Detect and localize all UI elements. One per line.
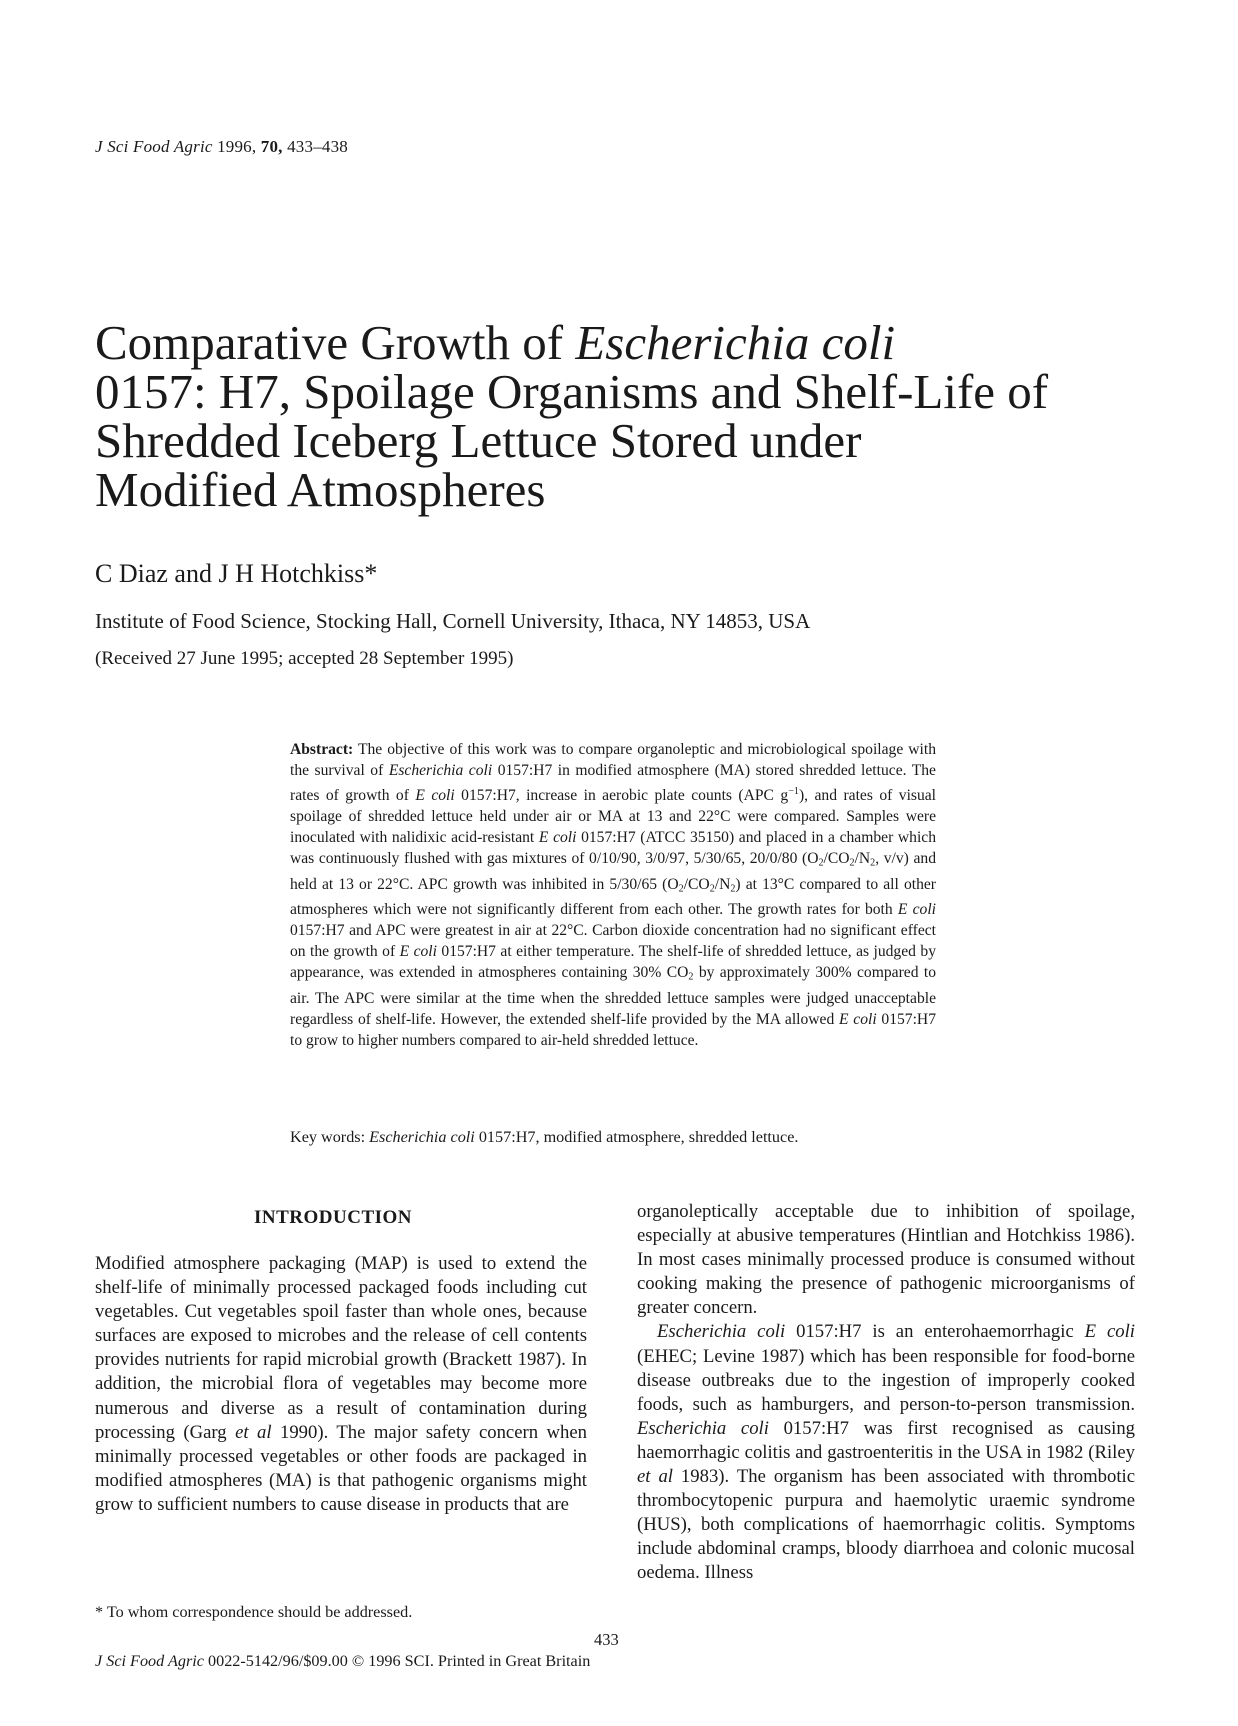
- paragraph: organoleptically acceptable due to inhibition of spoilage, especially at abusive temperatures (Hintlian and Hotchkiss 1986). In most cases minimally processed produce is consumed without cooking making the presence of pathogenic microorganisms of greater concern.: [637, 1201, 1135, 1319]
- section-heading-introduction: INTRODUCTION: [254, 1207, 413, 1228]
- running-head: [95, 137, 348, 157]
- running-head-pages: 433–438: [287, 137, 348, 156]
- title-line-3: Shredded Iceberg Lettuce Stored under: [95, 413, 862, 468]
- title-line-2: 0157: H7, Spoilage Organisms and Shelf-Life of: [95, 364, 1049, 419]
- page-footer: J Sci Food Agric 0022-5142/96/$09.00 © 1996 SCI. Printed in Great Britain: [95, 1652, 591, 1670]
- authors: C Diaz and J H Hotchkiss*: [95, 559, 378, 588]
- running-head-year: 1996,: [217, 137, 257, 156]
- page-number: 433: [594, 1630, 619, 1649]
- footnote: * To whom correspondence should be addressed.: [95, 1603, 413, 1621]
- affiliation: Institute of Food Science, Stocking Hall, Cornell University, Ithaca, NY 14853, USA: [95, 609, 811, 633]
- article-title: [95, 315, 1155, 517]
- running-head-volume: 70,: [260, 137, 283, 156]
- title-line-4: Modified Atmospheres: [95, 462, 546, 517]
- left-column-text: [95, 1252, 587, 1517]
- received-dates: (Received 27 June 1995; accepted 28 September 1995): [95, 648, 514, 669]
- abstract: Abstract: The objective of this work was to compare organoleptic and microbiological spoilage with the survival of Escherichia coli 0157:H7 in modified atmosphere (MA) stored shredded lettuce. The rates of growth of E coli 0157:H7, increase in aerobic plate counts (APC $g^{-1}$), and rates of visual spoilage of shredded lettuce held under air or MA at 13 and 22°C were compared. Samples were inoculated with nalidixic acid-resistant E coli 0157:H7 (ATCC 35150) and placed in a chamber which was continuously flushed with gas mixtures of 0/10/90, 3/0/97, 5/30/65, 20/0/80 ($O_2/CO_2/N_2$, v/v) and held at 13 or 22°C. APC growth was inhibited in 5/30/65 $(O_2/CO_2/N_2)$ at 13°C compared to all other atmospheres which were not significantly different from each other. The growth rates for both E coli 0157:H7 and APC were greatest in air at 22°C. Carbon dioxide concentration had no significant effect on the growth of E coli 0157:H7 at either temperature. The shelf-life of shredded lettuce, as judged by appearance, was extended in atmospheres containing 30% $CO_2$ by approximately 300% compared to air. The APC were similar at the time when the shredded lettuce samples were judged unacceptable regardless of shelf-life. However, the extended shelf-life provided by the MA allowed E coli 0157:H7 to grow to higher numbers compared to air-held shredded lettuce.: [290, 741, 937, 1049]
- right-column-text: [637, 1200, 1135, 1586]
- running-head-journal: J Sci Food Agric: [95, 137, 213, 156]
- title-line-1: Comparative Growth of Escherichia coli: [95, 315, 896, 370]
- paragraph: Modified atmosphere packaging (MAP) is used to extend the shelf-life of minimally processed packaged foods including cut vegetables. Cut vegetables spoil faster than whole ones, because surfaces are exposed to microbes and the release of cell contents provides nutrients for rapid microbial growth (Brackett 1987). In addition, the microbial flora of vegetables may become more numerous and diverse as a result of contamination during processing (Garg et al 1990). The major safety concern when minimally processed vegetables or other foods are packaged in modified atmospheres (MA) is that pathogenic organisms might grow to sufficient numbers to cause disease in products that are: [95, 1253, 587, 1515]
- keywords: Key words: Escherichia coli 0157:H7, modified atmosphere, shredded lettuce.: [290, 1128, 799, 1146]
- paragraph: Escherichia coli 0157:H7 is an enterohaemorrhagic E coli (EHEC; Levine 1987) which has been responsible for food-borne disease outbreaks due to the ingestion of improperly cooked foods, such as hamburgers, and person-to-person transmission. Escherichia coli 0157:H7 was first recognised as causing haemorrhagic colitis and gastroenteritis in the USA in 1982 (Riley et al 1983). The organism has been associated with thrombotic thrombocytopenic purpura and haemolytic uraemic syndrome (HUS), both complications of haemorrhagic colitis. Symptoms include abdominal cramps, bloody diarrhoea and colonic mucosal oedema. Illness: [637, 1321, 1136, 1584]
